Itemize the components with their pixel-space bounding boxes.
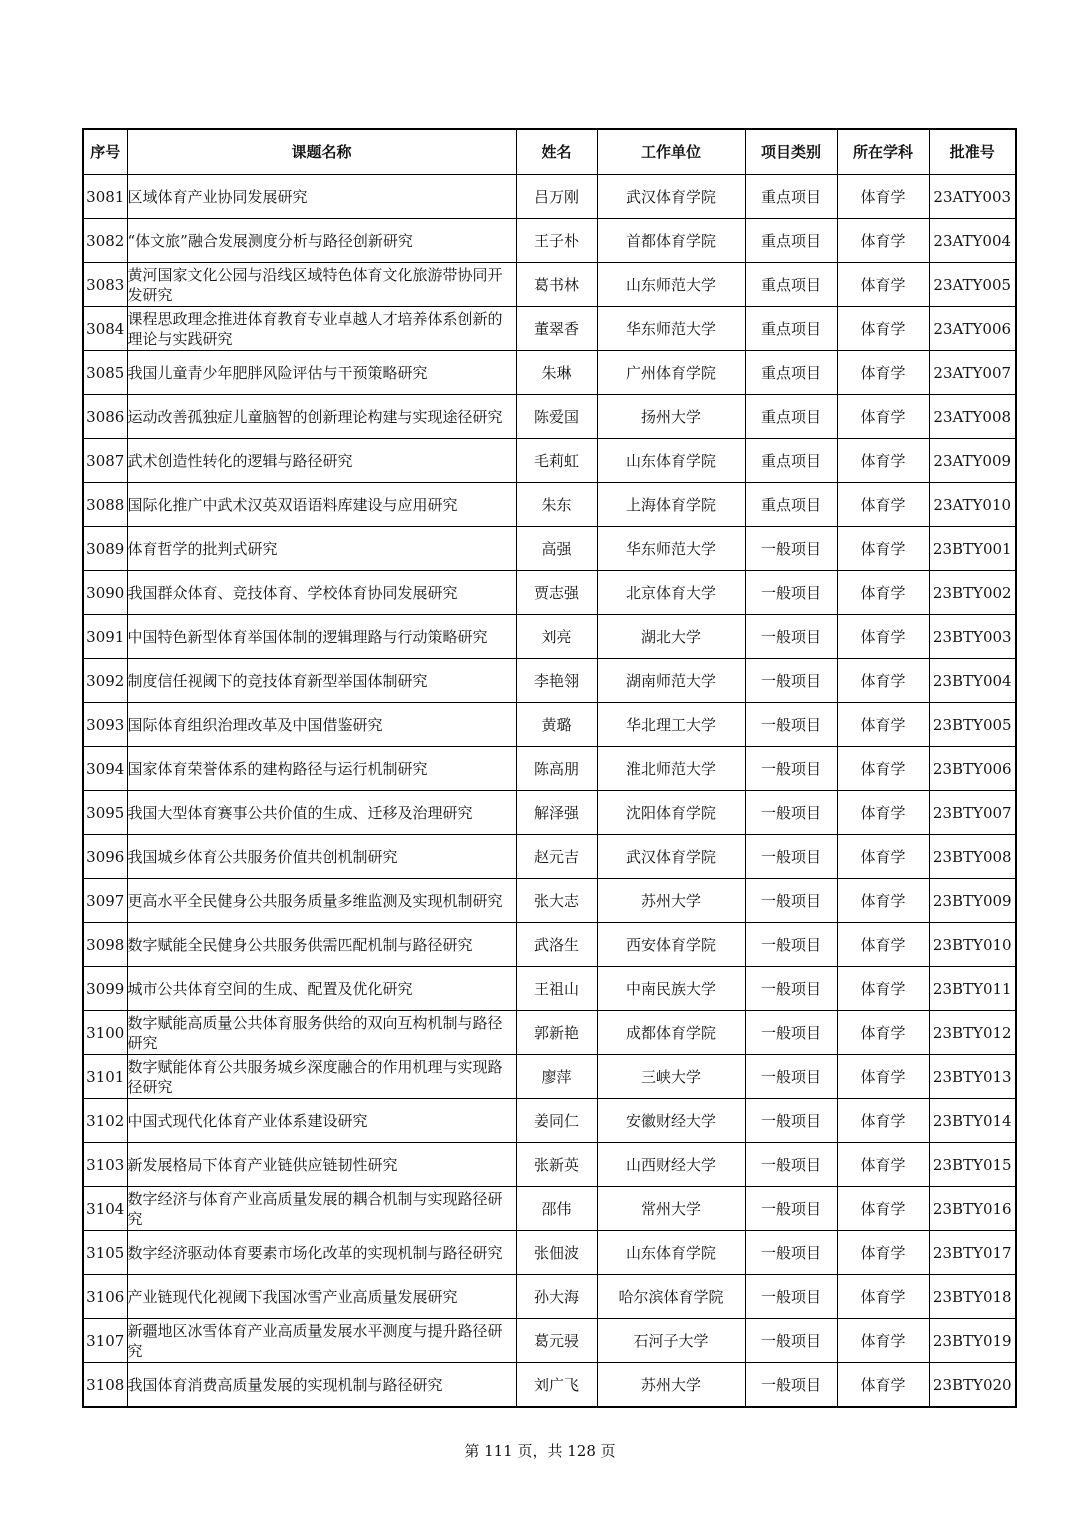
table-row [83,263,1016,307]
serial-cell: 3098 [83,923,127,967]
table-row [83,1143,1016,1187]
title-cell: 数字赋能体育公共服务城乡深度融合的作用机理与实现路径研究 [127,1055,516,1099]
serial-cell: 3104 [83,1187,127,1231]
discipline-cell: 体育学 [837,439,929,483]
discipline-cell: 体育学 [837,263,929,307]
unit-cell: 常州大学 [597,1187,745,1231]
approval-no-cell: 23BTY019 [929,1319,1016,1363]
title-cell: 区域体育产业协同发展研究 [127,175,516,219]
title-cell: 黄河国家文化公园与沿线区域特色体育文化旅游带协同开发研究 [127,263,516,307]
approval-no-cell: 23BTY017 [929,1231,1016,1275]
category-cell: 一般项目 [745,1143,837,1187]
approval-no-cell: 23BTY012 [929,1011,1016,1055]
title-cell: 国际体育组织治理改革及中国借鉴研究 [127,703,516,747]
unit-cell: 扬州大学 [597,395,745,439]
name-cell: 吕万刚 [516,175,597,219]
approval-no-cell: 23BTY010 [929,923,1016,967]
name-cell: 孙大海 [516,1275,597,1319]
unit-cell: 湖北大学 [597,615,745,659]
discipline-cell: 体育学 [837,879,929,923]
table-body [83,175,1016,1408]
table-row [83,307,1016,351]
unit-cell: 山西财经大学 [597,1143,745,1187]
approval-no-cell: 23ATY010 [929,483,1016,527]
table-row [83,1231,1016,1275]
table-row [83,967,1016,1011]
approval-no-cell: 23ATY009 [929,439,1016,483]
discipline-cell: 体育学 [837,175,929,219]
category-cell: 重点项目 [745,483,837,527]
table-row [83,351,1016,395]
approval-no-cell: 23ATY007 [929,351,1016,395]
approval-no-cell: 23BTY014 [929,1099,1016,1143]
serial-cell: 3082 [83,219,127,263]
table-row [83,747,1016,791]
unit-cell: 安徽财经大学 [597,1099,745,1143]
name-cell: 解泽强 [516,791,597,835]
serial-cell: 3108 [83,1363,127,1408]
unit-cell: 哈尔滨体育学院 [597,1275,745,1319]
category-cell: 重点项目 [745,219,837,263]
category-cell: 一般项目 [745,747,837,791]
category-cell: 一般项目 [745,1187,837,1231]
name-cell: 张佃波 [516,1231,597,1275]
approval-no-cell: 23ATY004 [929,219,1016,263]
name-cell: 武洛生 [516,923,597,967]
discipline-cell: 体育学 [837,659,929,703]
serial-cell: 3092 [83,659,127,703]
discipline-cell: 体育学 [837,1187,929,1231]
approval-no-cell: 23BTY009 [929,879,1016,923]
discipline-cell: 体育学 [837,1011,929,1055]
name-cell: 高强 [516,527,597,571]
approval-no-cell: 23BTY006 [929,747,1016,791]
unit-cell: 石河子大学 [597,1319,745,1363]
discipline-cell: 体育学 [837,527,929,571]
discipline-cell: 体育学 [837,307,929,351]
unit-cell: 山东体育学院 [597,439,745,483]
title-cell: 体育哲学的批判式研究 [127,527,516,571]
category-cell: 一般项目 [745,1319,837,1363]
category-cell: 一般项目 [745,967,837,1011]
serial-cell: 3090 [83,571,127,615]
name-cell: 李艳翎 [516,659,597,703]
unit-cell: 苏州大学 [597,1363,745,1408]
table-row [83,395,1016,439]
name-cell: 葛元骎 [516,1319,597,1363]
discipline-cell: 体育学 [837,1363,929,1408]
title-cell: 更高水平全民健身公共服务质量多维监测及实现机制研究 [127,879,516,923]
unit-cell: 北京体育大学 [597,571,745,615]
unit-cell: 武汉体育学院 [597,175,745,219]
approval-no-cell: 23BTY004 [929,659,1016,703]
serial-cell: 3084 [83,307,127,351]
discipline-cell: 体育学 [837,571,929,615]
serial-cell: 3094 [83,747,127,791]
title-cell: 新发展格局下体育产业链供应链韧性研究 [127,1143,516,1187]
approval-no-cell: 23BTY005 [929,703,1016,747]
table-row [83,923,1016,967]
category-cell: 重点项目 [745,307,837,351]
serial-cell: 3107 [83,1319,127,1363]
category-cell: 一般项目 [745,835,837,879]
approval-no-cell: 23BTY013 [929,1055,1016,1099]
unit-cell: 中南民族大学 [597,967,745,1011]
category-cell: 一般项目 [745,1231,837,1275]
header-serial: 序号 [83,129,127,175]
table-row [83,1055,1016,1099]
table-row [83,175,1016,219]
approval-no-cell: 23BTY018 [929,1275,1016,1319]
serial-cell: 3093 [83,703,127,747]
name-cell: 王祖山 [516,967,597,1011]
name-cell: 张新英 [516,1143,597,1187]
table-row [83,615,1016,659]
discipline-cell: 体育学 [837,1231,929,1275]
category-cell: 一般项目 [745,791,837,835]
category-cell: 一般项目 [745,1011,837,1055]
name-cell: 王子朴 [516,219,597,263]
category-cell: 一般项目 [745,1275,837,1319]
discipline-cell: 体育学 [837,1099,929,1143]
title-cell: 产业链现代化视阈下我国冰雪产业高质量发展研究 [127,1275,516,1319]
approval-no-cell: 23BTY007 [929,791,1016,835]
title-cell: 制度信任视阈下的竞技体育新型举国体制研究 [127,659,516,703]
title-cell: 新疆地区冰雪体育产业高质量发展水平测度与提升路径研究 [127,1319,516,1363]
unit-cell: 山东师范大学 [597,263,745,307]
name-cell: 赵元吉 [516,835,597,879]
title-cell: 我国群众体育、竞技体育、学校体育协同发展研究 [127,571,516,615]
project-table [82,128,1017,1408]
discipline-cell: 体育学 [837,1319,929,1363]
title-cell: 数字经济与体育产业高质量发展的耦合机制与实现路径研究 [127,1187,516,1231]
header-title: 课题名称 [127,129,516,175]
serial-cell: 3102 [83,1099,127,1143]
table-row [83,1187,1016,1231]
category-cell: 重点项目 [745,263,837,307]
title-cell: 中国特色新型体育举国体制的逻辑理路与行动策略研究 [127,615,516,659]
category-cell: 一般项目 [745,1363,837,1408]
table-row [83,659,1016,703]
category-cell: 一般项目 [745,659,837,703]
serial-cell: 3086 [83,395,127,439]
approval-no-cell: 23BTY008 [929,835,1016,879]
table-row [83,219,1016,263]
unit-cell: 广州体育学院 [597,351,745,395]
serial-cell: 3103 [83,1143,127,1187]
unit-cell: 西安体育学院 [597,923,745,967]
table-row [83,483,1016,527]
table-row [83,571,1016,615]
approval-no-cell: 23BTY020 [929,1363,1016,1408]
approval-no-cell: 23ATY008 [929,395,1016,439]
table-row [83,703,1016,747]
table-row [83,527,1016,571]
serial-cell: 3085 [83,351,127,395]
category-cell: 一般项目 [745,615,837,659]
header-unit: 工作单位 [597,129,745,175]
serial-cell: 3096 [83,835,127,879]
discipline-cell: 体育学 [837,395,929,439]
name-cell: 廖萍 [516,1055,597,1099]
table-row [83,835,1016,879]
title-cell: 城市公共体育空间的生成、配置及优化研究 [127,967,516,1011]
approval-no-cell: 23BTY003 [929,615,1016,659]
table-row [83,1363,1016,1408]
header-name: 姓名 [516,129,597,175]
serial-cell: 3105 [83,1231,127,1275]
category-cell: 重点项目 [745,395,837,439]
name-cell: 黄璐 [516,703,597,747]
title-cell: 国际化推广中武术汉英双语语料库建设与应用研究 [127,483,516,527]
discipline-cell: 体育学 [837,483,929,527]
unit-cell: 山东体育学院 [597,1231,745,1275]
title-cell: 数字赋能全民健身公共服务供需匹配机制与路径研究 [127,923,516,967]
title-cell: “体文旅”融合发展测度分析与路径创新研究 [127,219,516,263]
name-cell: 董翠香 [516,307,597,351]
category-cell: 一般项目 [745,923,837,967]
unit-cell: 首都体育学院 [597,219,745,263]
title-cell: 我国城乡体育公共服务价值共创机制研究 [127,835,516,879]
name-cell: 郭新艳 [516,1011,597,1055]
discipline-cell: 体育学 [837,1275,929,1319]
category-cell: 一般项目 [745,571,837,615]
discipline-cell: 体育学 [837,615,929,659]
serial-cell: 3097 [83,879,127,923]
unit-cell: 上海体育学院 [597,483,745,527]
page-footer: 第 111 页，共 128 页 [464,1442,616,1460]
serial-cell: 3081 [83,175,127,219]
category-cell: 一般项目 [745,527,837,571]
discipline-cell: 体育学 [837,1143,929,1187]
table-row [83,439,1016,483]
serial-cell: 3095 [83,791,127,835]
name-cell: 邵伟 [516,1187,597,1231]
approval-no-cell: 23ATY003 [929,175,1016,219]
category-cell: 重点项目 [745,175,837,219]
serial-cell: 3106 [83,1275,127,1319]
approval-no-cell: 23BTY002 [929,571,1016,615]
name-cell: 毛莉虹 [516,439,597,483]
table-row [83,1011,1016,1055]
title-cell: 数字赋能高质量公共体育服务供给的双向互构机制与路径研究 [127,1011,516,1055]
approval-no-cell: 23BTY015 [929,1143,1016,1187]
unit-cell: 三峡大学 [597,1055,745,1099]
name-cell: 葛书林 [516,263,597,307]
category-cell: 重点项目 [745,439,837,483]
discipline-cell: 体育学 [837,219,929,263]
unit-cell: 淮北师范大学 [597,747,745,791]
approval-no-cell: 23BTY011 [929,967,1016,1011]
category-cell: 重点项目 [745,351,837,395]
serial-cell: 3091 [83,615,127,659]
approval-no-cell: 23BTY016 [929,1187,1016,1231]
discipline-cell: 体育学 [837,967,929,1011]
table-row [83,1099,1016,1143]
category-cell: 一般项目 [745,703,837,747]
title-cell: 中国式现代化体育产业体系建设研究 [127,1099,516,1143]
category-cell: 一般项目 [745,1055,837,1099]
serial-cell: 3083 [83,263,127,307]
table-row [83,791,1016,835]
name-cell: 朱琳 [516,351,597,395]
name-cell: 张大志 [516,879,597,923]
title-cell: 我国体育消费高质量发展的实现机制与路径研究 [127,1363,516,1408]
approval-no-cell: 23ATY006 [929,307,1016,351]
title-cell: 国家体育荣誉体系的建构路径与运行机制研究 [127,747,516,791]
table-header [83,129,1016,175]
table-header-row [83,129,1016,175]
header-discipline: 所在学科 [837,129,929,175]
unit-cell: 武汉体育学院 [597,835,745,879]
discipline-cell: 体育学 [837,791,929,835]
title-cell: 我国儿童青少年肥胖风险评估与干预策略研究 [127,351,516,395]
discipline-cell: 体育学 [837,1055,929,1099]
name-cell: 姜同仁 [516,1099,597,1143]
name-cell: 刘广飞 [516,1363,597,1408]
unit-cell: 成都体育学院 [597,1011,745,1055]
unit-cell: 沈阳体育学院 [597,791,745,835]
serial-cell: 3101 [83,1055,127,1099]
serial-cell: 3088 [83,483,127,527]
name-cell: 朱东 [516,483,597,527]
approval-no-cell: 23BTY001 [929,527,1016,571]
category-cell: 一般项目 [745,879,837,923]
discipline-cell: 体育学 [837,923,929,967]
approval-no-cell: 23ATY005 [929,263,1016,307]
table-row [83,1275,1016,1319]
table-row [83,1319,1016,1363]
name-cell: 贾志强 [516,571,597,615]
table-row [83,879,1016,923]
name-cell: 陈爱国 [516,395,597,439]
discipline-cell: 体育学 [837,703,929,747]
title-cell: 课程思政理念推进体育教育专业卓越人才培养体系创新的理论与实践研究 [127,307,516,351]
unit-cell: 华东师范大学 [597,307,745,351]
discipline-cell: 体育学 [837,747,929,791]
discipline-cell: 体育学 [837,351,929,395]
title-cell: 我国大型体育赛事公共价值的生成、迁移及治理研究 [127,791,516,835]
serial-cell: 3100 [83,1011,127,1055]
title-cell: 数字经济驱动体育要素市场化改革的实现机制与路径研究 [127,1231,516,1275]
header-approval-no: 批准号 [929,129,1016,175]
serial-cell: 3087 [83,439,127,483]
unit-cell: 华东师范大学 [597,527,745,571]
category-cell: 一般项目 [745,1099,837,1143]
name-cell: 陈高朋 [516,747,597,791]
serial-cell: 3099 [83,967,127,1011]
header-category: 项目类别 [745,129,837,175]
discipline-cell: 体育学 [837,835,929,879]
unit-cell: 苏州大学 [597,879,745,923]
name-cell: 刘亮 [516,615,597,659]
title-cell: 运动改善孤独症儿童脑智的创新理论构建与实现途径研究 [127,395,516,439]
unit-cell: 华北理工大学 [597,703,745,747]
serial-cell: 3089 [83,527,127,571]
title-cell: 武术创造性转化的逻辑与路径研究 [127,439,516,483]
unit-cell: 湖南师范大学 [597,659,745,703]
